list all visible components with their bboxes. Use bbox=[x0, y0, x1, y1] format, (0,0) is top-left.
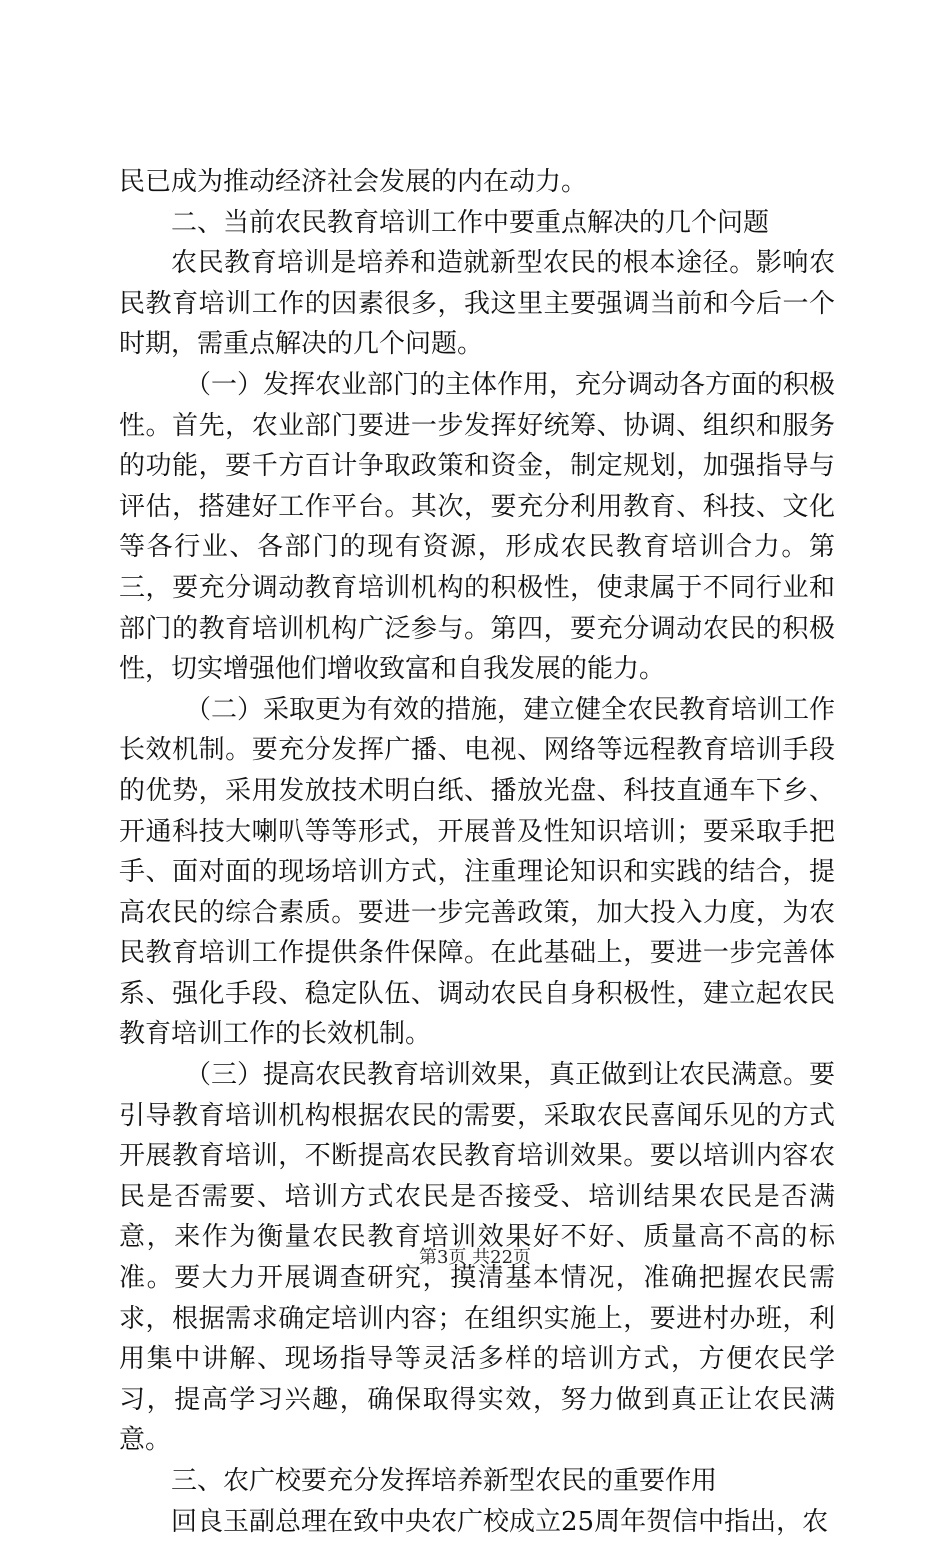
paragraph-point-two: （二）采取更为有效的措施，建立健全农民教育培训工作长效机制。要充分发挥广播、电视、网络等远程教育培训手段的优势，采用发放技术明白纸、播放光盘、科技直通车下乡、开通科技大喇叭等等形式，开展普及性知识培训；要采取手把手、面对面的现场培训方式，注重理论知识和实践的结合，提高农民的综合素质。要进一步完善政策，加大投入力度，为农民教育培训工作提供条件保障。在此基础上，要进一步完善体系、强化手段、稳定队伍、调动农民自身积极性，建立起农民教育培训工作的长效机制。 bbox=[119, 694, 836, 1050]
section-heading-two: 二、当前农民教育培训工作中要重点解决的几个问题 bbox=[171, 207, 770, 238]
document-body bbox=[119, 162, 835, 1542]
page-number-footer: 第3页 共22页 bbox=[418, 1247, 532, 1268]
paragraph-continuation: 民已成为推动经济社会发展的内在动力。 bbox=[119, 167, 588, 197]
paragraph-closing: 回良玉副总理在致中央农广校成立25周年贺信中指出，农 bbox=[171, 1506, 829, 1537]
section-heading-three: 三、农广校要充分发挥培养新型农民的重要作用 bbox=[171, 1466, 718, 1496]
paragraph-point-one: （一）发挥农业部门的主体作用，充分调动各方面的积极性。首先，农业部门要进一步发挥好统筹、协调、组织和服务的功能，要千方百计争取政策和资金，制定规划，加强指导与评估，搭建好工作平台。其次，要充分利用教育、科技、文化等各行业、各部门的现有资源，形成农民教育培训合力。第三，要充分调动教育培训机构的积极性，使隶属于不同行业和部门的教育培训机构广泛参与。第四，要充分调动农民的积极性，切实增强他们增收致富和自我发展的能力。 bbox=[119, 369, 836, 685]
paragraph-point-three: （三）提高农民教育培训效果，真正做到让农民满意。要引导教育培训机构根据农民的需要，采取农民喜闻乐见的方式开展教育培训，不断提高农民教育培训效果。要以培训内容农民是否需要、培训方式农民是否接受、培训结果农民是否满意，来作为衡量农民教育培训效果好不好、质量高不高的标准。要大力开展调查研究，摸清基本情况，准确把握农民需求，根据需求确定培训内容；在组织实施上，要进村办班，利用集中讲解、现场指导等灵活多样的培训方式，方便农民学习，提高学习兴趣，确保取得实效，努力做到真正让农民满意。 bbox=[119, 1060, 836, 1456]
paragraph-intro: 农民教育培训是培养和造就新型农民的根本途径。影响农民教育培训工作的因素很多，我这里主要强调当前和今后一个时期，需重点解决的几个问题。 bbox=[119, 248, 835, 360]
